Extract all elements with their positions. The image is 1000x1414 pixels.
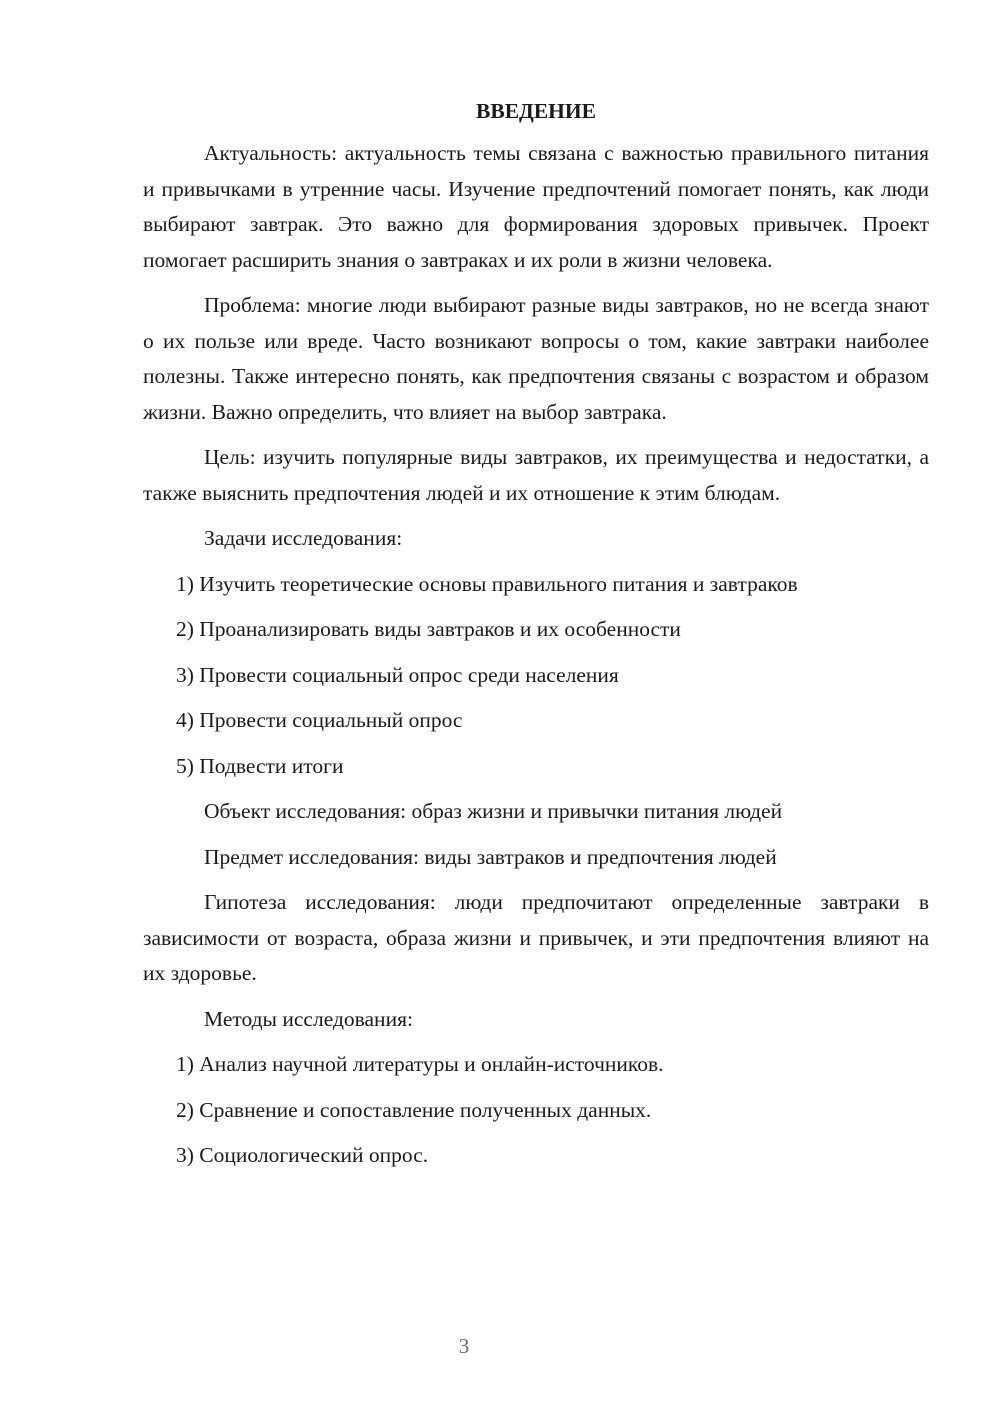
tasks-heading: Задачи исследования: [204, 526, 403, 550]
task-item: 2) Проанализировать виды завтраков и их особенности [176, 617, 681, 641]
subject-line: Предмет исследования: виды завтраков и предпочтения людей [204, 844, 777, 869]
object-line: Объект исследования: образ жизни и привычки питания людей [204, 799, 783, 823]
hypothesis-paragraph: Гипотеза исследования: люди предпочитают определенные завтраки в зависимости от возраста, образа жизни и привычек, и эти предпочтения влияют на их здоровье. [143, 890, 929, 985]
method-item: 2) Сравнение и сопоставление полученных данных. [176, 1097, 652, 1122]
document-page [143, 96, 929, 1184]
relevance-paragraph: Актуальность: актуальность темы связана с важностью правильного питания и привычками в утренние часы. Изучение предпочтений помогает понять, как люди выбирают завтрак. Это важно для формирования здоровых привычек. Проект помогает расширить знания о завтраках и их роли в жизни человека. [143, 141, 929, 272]
goal-paragraph: Цель: изучить популярные виды завтраков, их преимущества и недостатки, а также выяснить предпочтения людей и их отношение к этим блюдам. [143, 445, 929, 505]
task-item: 4) Провести социальный опрос [176, 708, 463, 732]
task-item: 1) Изучить теоретические основы правильного питания и завтраков [176, 571, 798, 596]
section-heading: ВВЕДЕНИЕ [476, 99, 596, 123]
problem-paragraph: Проблема: многие люди выбирают разные виды завтраков, но не всегда знают о их пользе или вреде. Часто возникают вопросы о том, какие завтраки наиболее полезны. Также интересно понять, как предпочтения связаны с возрастом и образом жизни. Важно определить, что влияет на выбор завтрака. [143, 293, 929, 424]
task-item: 3) Провести социальный опрос среди населения [176, 662, 619, 687]
method-item: 1) Анализ научной литературы и онлайн-источников. [176, 1052, 664, 1076]
methods-heading: Методы исследования: [204, 1006, 413, 1031]
page-number: 3 [458, 1334, 470, 1358]
task-item: 5) Подвести итоги [176, 753, 344, 778]
method-item: 3) Социологический опрос. [176, 1143, 429, 1167]
